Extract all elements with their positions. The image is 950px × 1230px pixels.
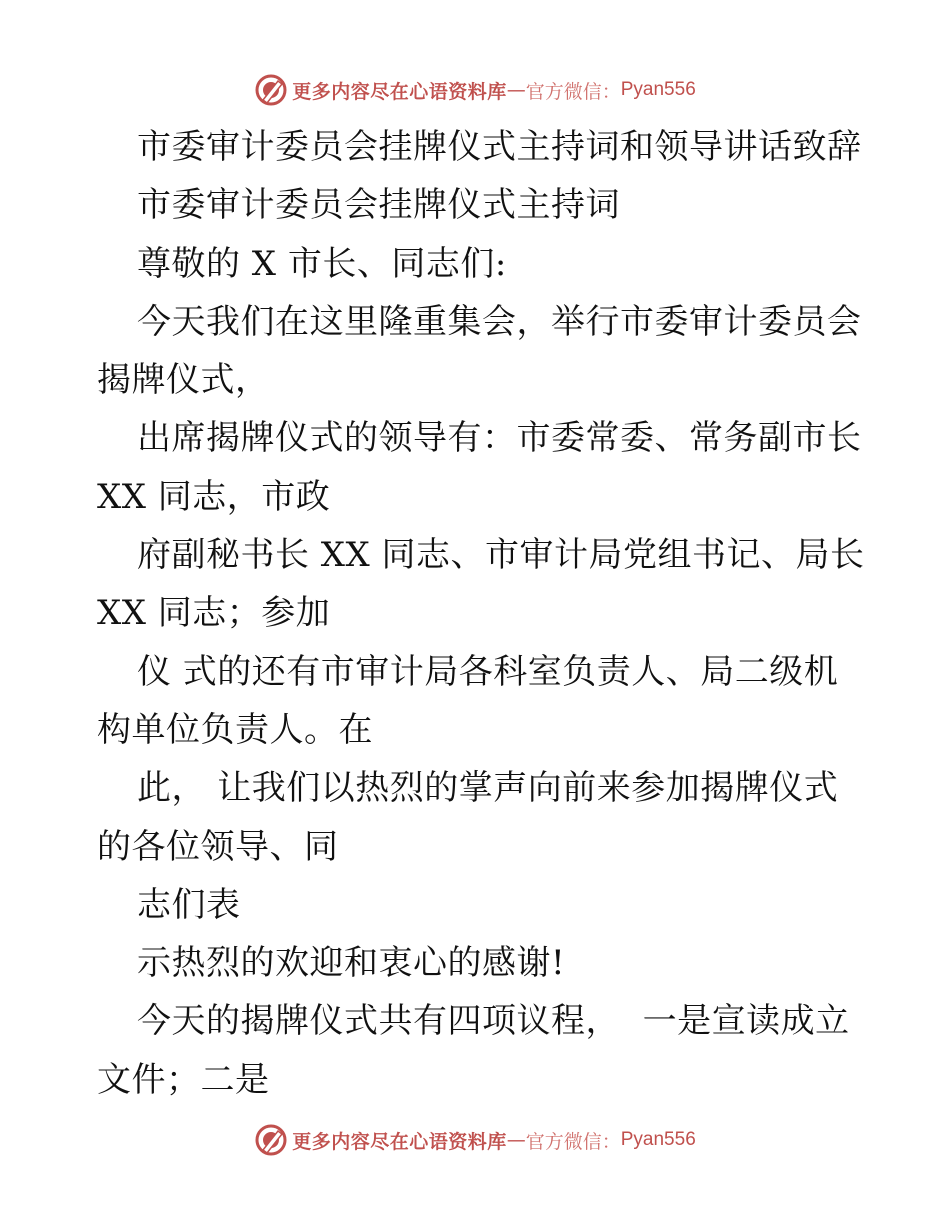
document-line: 仪 式的还有市审计局各科室负责人、局二级机	[137, 651, 839, 692]
watermark-wechat-id: Pyan556	[620, 79, 696, 100]
watermark-dash: —	[506, 1129, 526, 1151]
document-line: 出席揭牌仪式的领导有：市委常委、常务副市长	[137, 418, 862, 459]
document-line: XX 同志，市政	[97, 476, 331, 517]
document-line: 府副秘书长 XX 同志、市审计局党组书记、局长	[137, 535, 865, 576]
document-line: 构单位负责人。在	[97, 709, 373, 750]
document-line: 尊敬的 X 市长、同志们:	[137, 243, 507, 284]
watermark-wechat-label: 官方微信：	[525, 80, 621, 103]
document-line: 今天的揭牌仪式共有四项议程， 一是宣读成立	[137, 1001, 850, 1042]
watermark-title: 更多内容尽在心语资料库	[292, 1130, 507, 1153]
header-watermark	[0, 70, 950, 110]
footer-watermark	[0, 1120, 950, 1160]
document-line: 文件；二是	[97, 1059, 270, 1100]
document-line: 此， 让我们以热烈的掌声向前来参加揭牌仪式	[137, 768, 839, 809]
document-line: 市委审计委员会挂牌仪式主持词和领导讲话致辞	[137, 127, 862, 167]
document-line: 的各位领导、同	[97, 826, 339, 867]
document-line: 今天我们在这里隆重集会，举行市委审计委员会	[137, 301, 862, 342]
watermark-dash: —	[506, 79, 526, 101]
watermark-wechat-id: Pyan556	[620, 1129, 696, 1150]
document-line: XX 同志；参加	[97, 593, 331, 634]
pen-logo-icon	[254, 1123, 288, 1157]
document-line: 揭牌仪式，	[97, 360, 270, 401]
document-line: 市委审计委员会挂牌仪式主持词	[137, 185, 620, 226]
watermark-title: 更多内容尽在心语资料库	[292, 80, 507, 103]
document-line: 志们表	[137, 884, 241, 925]
pen-logo-icon	[254, 73, 288, 107]
document-body	[97, 118, 865, 1109]
document-line: 示热烈的欢迎和衷心的感谢!	[137, 943, 566, 984]
watermark-wechat-label: 官方微信：	[525, 1130, 621, 1153]
